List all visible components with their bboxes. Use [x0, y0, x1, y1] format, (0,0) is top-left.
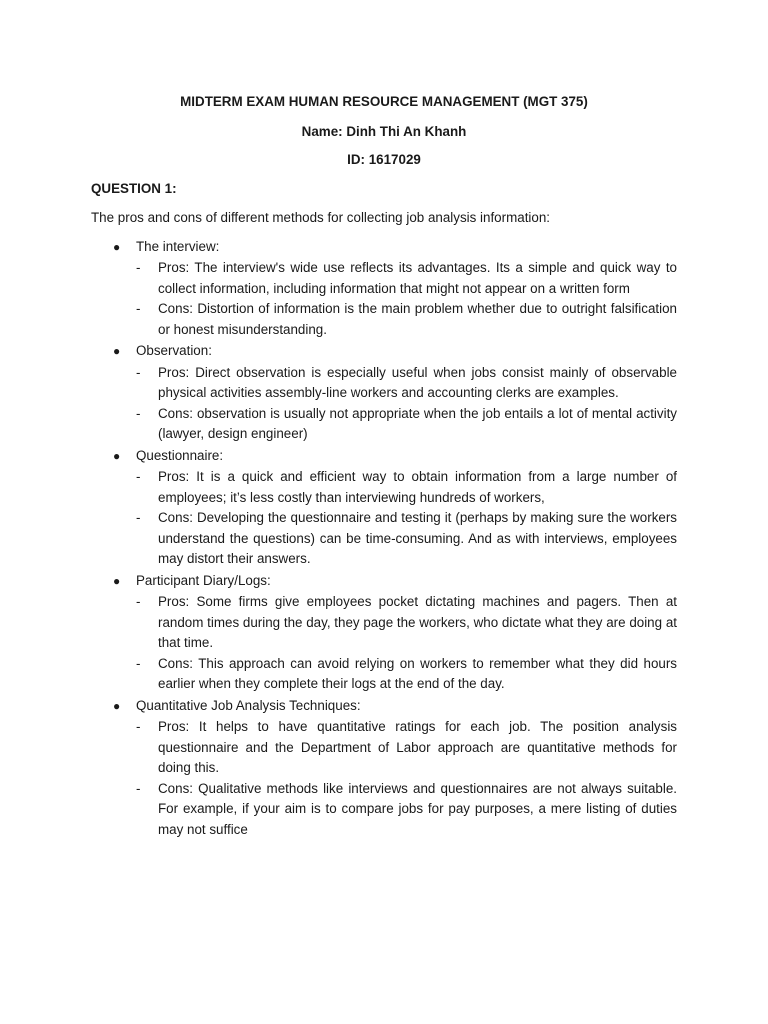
cons-item [136, 779, 677, 841]
methods-list [91, 237, 677, 841]
pros-item [136, 467, 677, 508]
method-title: Questionnaire: [136, 447, 224, 463]
pros-text: Pros: It is a quick and efficient way to obtain information from a large number of employees; it’s less costly than interviewing hundreds of workers, [158, 469, 677, 505]
bullet-icon: ● [113, 344, 121, 358]
cons-text: Cons: observation is usually not appropriate when the job entails a lot of mental activity (lawyer, design engineer) [158, 405, 677, 441]
method-title: Participant Diary/Logs: [136, 572, 271, 588]
method-title: Quantitative Job Analysis Techniques: [136, 697, 361, 713]
pros-text: Pros: It helps to have quantitative ratings for each job. The position analysis questionnaire and the Department of Labor approach are quantitative methods for doing this. [158, 719, 677, 775]
document-content [91, 92, 677, 841]
method-points [136, 363, 677, 445]
method-item-interview [91, 237, 677, 341]
question-intro: The pros and cons of different methods for collecting job analysis information: [91, 210, 551, 225]
bullet-icon: ● [113, 448, 121, 463]
bullet-icon: ● [113, 239, 121, 254]
method-points [136, 467, 677, 570]
method-title: The interview: [136, 238, 220, 254]
cons-item [136, 508, 677, 570]
pros-text: Pros: Some firms give employees pocket dictating machines and pagers. Then at random times during the day, they page the workers, who dictate what they are doing at that time. [158, 594, 677, 650]
method-points [136, 592, 677, 695]
dash-icon: - [136, 719, 141, 734]
cons-item [136, 654, 677, 695]
student-id: ID: 1617029 [347, 152, 421, 167]
dash-icon: - [136, 655, 141, 671]
pros-text: Pros: Direct observation is especially useful when jobs consist mainly of observable physical activities assembly-line workers and accounting clerks are examples. [158, 364, 677, 400]
cons-text: Cons: Qualitative methods like interviews and questionnaires are not always suitable. For example, if your aim is to compare jobs for pay purposes, a mere listing of duties may not suffice [158, 780, 677, 837]
method-item-diary-logs [91, 571, 677, 695]
dash-icon: - [136, 260, 141, 275]
method-item-quantitative [91, 696, 677, 841]
pros-item [136, 592, 677, 654]
question-heading: QUESTION 1: [91, 180, 177, 196]
cons-item [136, 299, 677, 340]
method-points [136, 258, 677, 340]
dash-icon: - [136, 364, 141, 380]
pros-text: Pros: The interview's wide use reflects its advantages. Its a simple and quick way to collect information, including information that might not appear on a written form [158, 260, 677, 296]
bullet-icon: ● [113, 698, 121, 713]
dash-icon: - [136, 469, 141, 484]
pros-item [136, 717, 677, 779]
dash-icon: - [136, 510, 141, 525]
dash-icon: - [136, 780, 141, 796]
exam-title: MIDTERM EXAM HUMAN RESOURCE MANAGEMENT (MGT 375) [180, 94, 588, 109]
method-title: Observation: [136, 343, 212, 358]
cons-text: Cons: Distortion of information is the main problem whether due to outright falsification or honest misunderstanding. [158, 301, 677, 337]
method-points [136, 717, 677, 840]
student-name: Name: Dinh Thi An Khanh [301, 123, 467, 139]
cons-item [136, 404, 677, 445]
cons-text: Cons: Developing the questionnaire and testing it (perhaps by making sure the workers understand the questions) can be time-consuming. And as with interviews, employees may distort their answers. [158, 510, 677, 566]
dash-icon: - [136, 301, 141, 316]
pros-item [136, 363, 677, 404]
dash-icon: - [136, 594, 141, 609]
cons-text: Cons: This approach can avoid relying on workers to remember what they did hours earlier when they complete their logs at the end of the day. [158, 655, 677, 691]
pros-item [136, 258, 677, 299]
dash-icon: - [136, 405, 141, 421]
method-item-questionnaire [91, 446, 677, 570]
method-item-observation [91, 341, 677, 445]
bullet-icon: ● [113, 573, 121, 588]
